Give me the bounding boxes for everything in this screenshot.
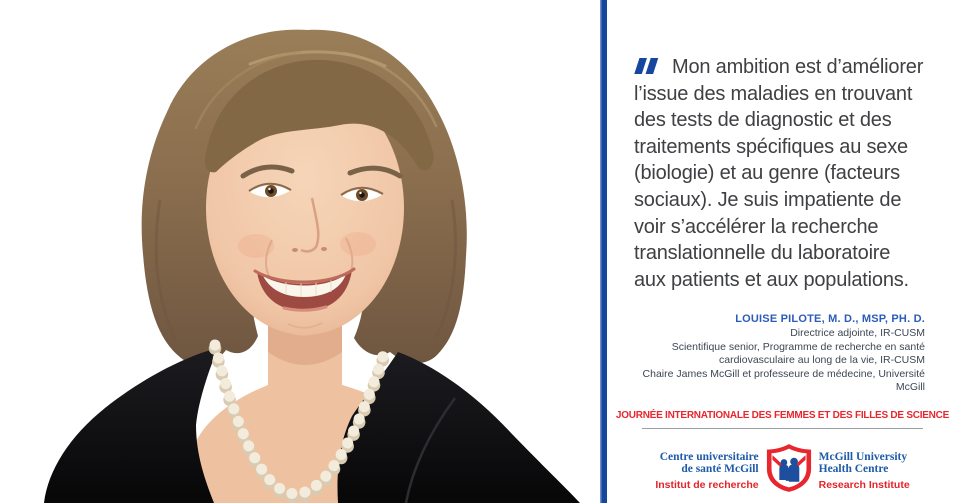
author-role: Chaire James McGill et professeure de médecine, Université McGill (642, 367, 925, 394)
logo-en-line2: Health Centre (818, 463, 889, 475)
logo-fr-line1: Centre universitaire (659, 450, 759, 463)
author-role: Scientifique senior, Programme de recherche en santé cardiovasculaire au long de la vie, IR-CUSM (671, 340, 925, 367)
banner-underline (642, 428, 923, 429)
nostril (321, 247, 327, 251)
logo-lockup (607, 443, 958, 498)
attribution-block (633, 313, 925, 395)
cheek (340, 232, 376, 256)
logo-text-french (655, 451, 758, 491)
logo-fr-subtitle: Institut de recherche (655, 478, 759, 491)
text-panel (607, 0, 958, 503)
logo-fr-line2: de santé McGill (681, 463, 759, 475)
author-role: Directrice adjointe, IR-CUSM (790, 327, 925, 339)
vertical-divider (600, 0, 607, 503)
logo-text-english (819, 451, 910, 491)
quote-text: Mon ambition est d’améliorer l’issue des maladies en trouvant des tests de diagnostic et des traitements spécifiques au sexe (biologie) et au genre (facteurs sociaux). Je suis impatiente de voir s’accélérer la recherche translationnelle du laboratoire aux patients et aux populations. (634, 56, 924, 291)
campaign-title: JOURNÉE INTERNATIONALE DES FEMMES ET DES FILLES DE SCIENCE (615, 410, 950, 421)
author-name: LOUISE PILOTE, M. D., MSP, PH. D. (735, 313, 925, 325)
logo-en-subtitle: Research Institute (818, 478, 910, 491)
jacket-left (44, 348, 218, 503)
nostril (292, 248, 298, 252)
campaign-banner (607, 410, 958, 429)
logo-en-line1: McGill University (818, 450, 908, 463)
muhc-shield-icon (766, 443, 812, 498)
quote-block (634, 54, 927, 293)
double-quote-marks-icon (634, 55, 659, 82)
